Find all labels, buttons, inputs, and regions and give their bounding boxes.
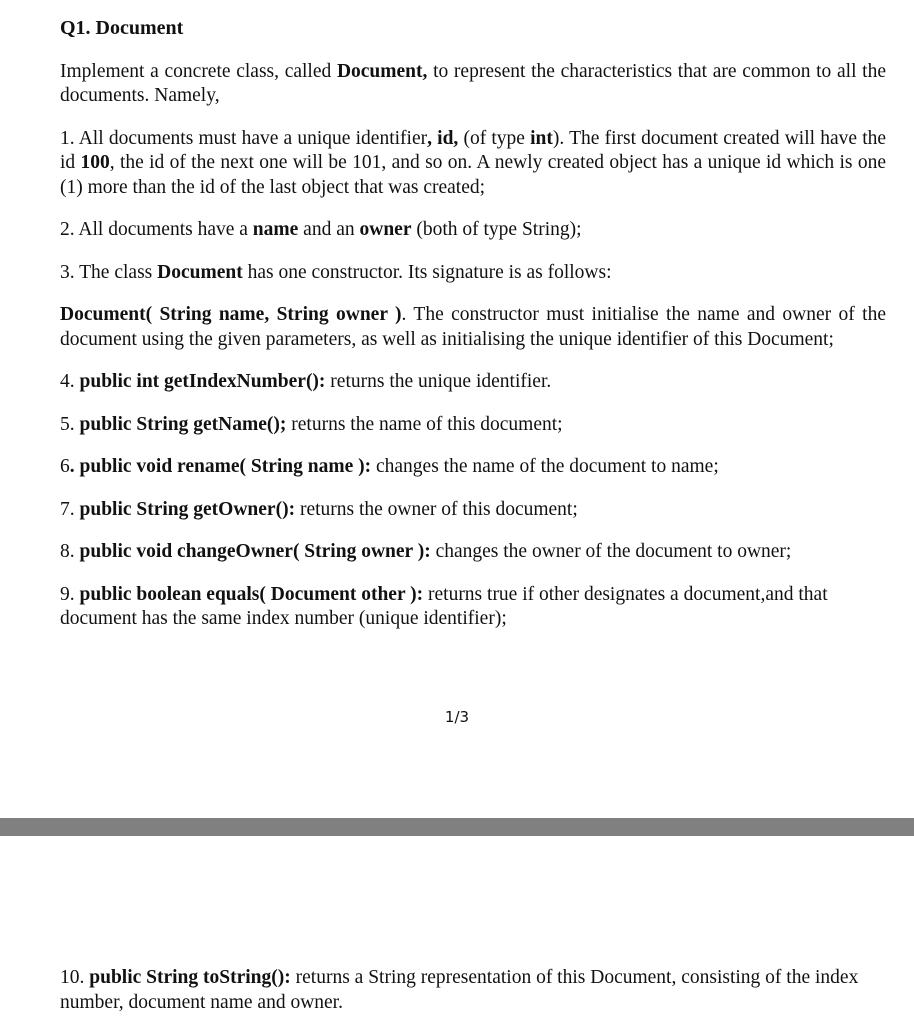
requirement-item-3: 3. The class Document has one constructor. Its signature is as follows: — [60, 261, 612, 283]
document-page-2 — [0, 836, 914, 1024]
requirement-item-7: 7. public String getOwner(): returns the owner of this document; — [60, 498, 578, 520]
intro-paragraph: Implement a concrete class, called Document, to represent the characteristics that are common to all the documents. Namely, — [60, 60, 886, 106]
requirement-item-10: 10. public String toString(): returns a String representation of this Document, consisting of the index number, document name and owner. — [60, 967, 859, 1013]
question-title: Q1. Document — [60, 17, 184, 39]
page-1-content — [60, 16, 886, 650]
requirement-item-6: 6. public void rename( String name ): changes the name of the document to name; — [60, 456, 719, 477]
requirement-item-9: 9. public boolean equals( Document other ): returns true if other designates a document,and that document has the same index number (unique identifier); — [60, 583, 828, 629]
requirement-item-8: 8. public void changeOwner( String owner ): changes the owner of the document to owner; — [60, 541, 792, 562]
page-separator — [0, 818, 914, 836]
requirement-item-1: 1. All documents must have a unique identifier, id, (of type int). The first document created will have the id 100, the id of the next one will be 101, and so on. A newly created object has a unique id which is one (1) more than the id of the last object that was created; — [60, 127, 887, 198]
constructor-description: Document( String name, String owner ). The constructor must initialise the name and owner of the document using the given parameters, as well as initialising the unique identifier of this Document; — [60, 304, 886, 350]
page-2-content — [60, 966, 886, 1033]
requirement-item-4: 4. public int getIndexNumber(): returns the unique identifier. — [60, 371, 552, 392]
page-number: 1/3 — [444, 708, 470, 726]
requirement-item-5: 5. public String getName(); returns the name of this document; — [60, 413, 563, 435]
requirement-item-2: 2. All documents have a name and an owner (both of type String); — [60, 219, 582, 240]
